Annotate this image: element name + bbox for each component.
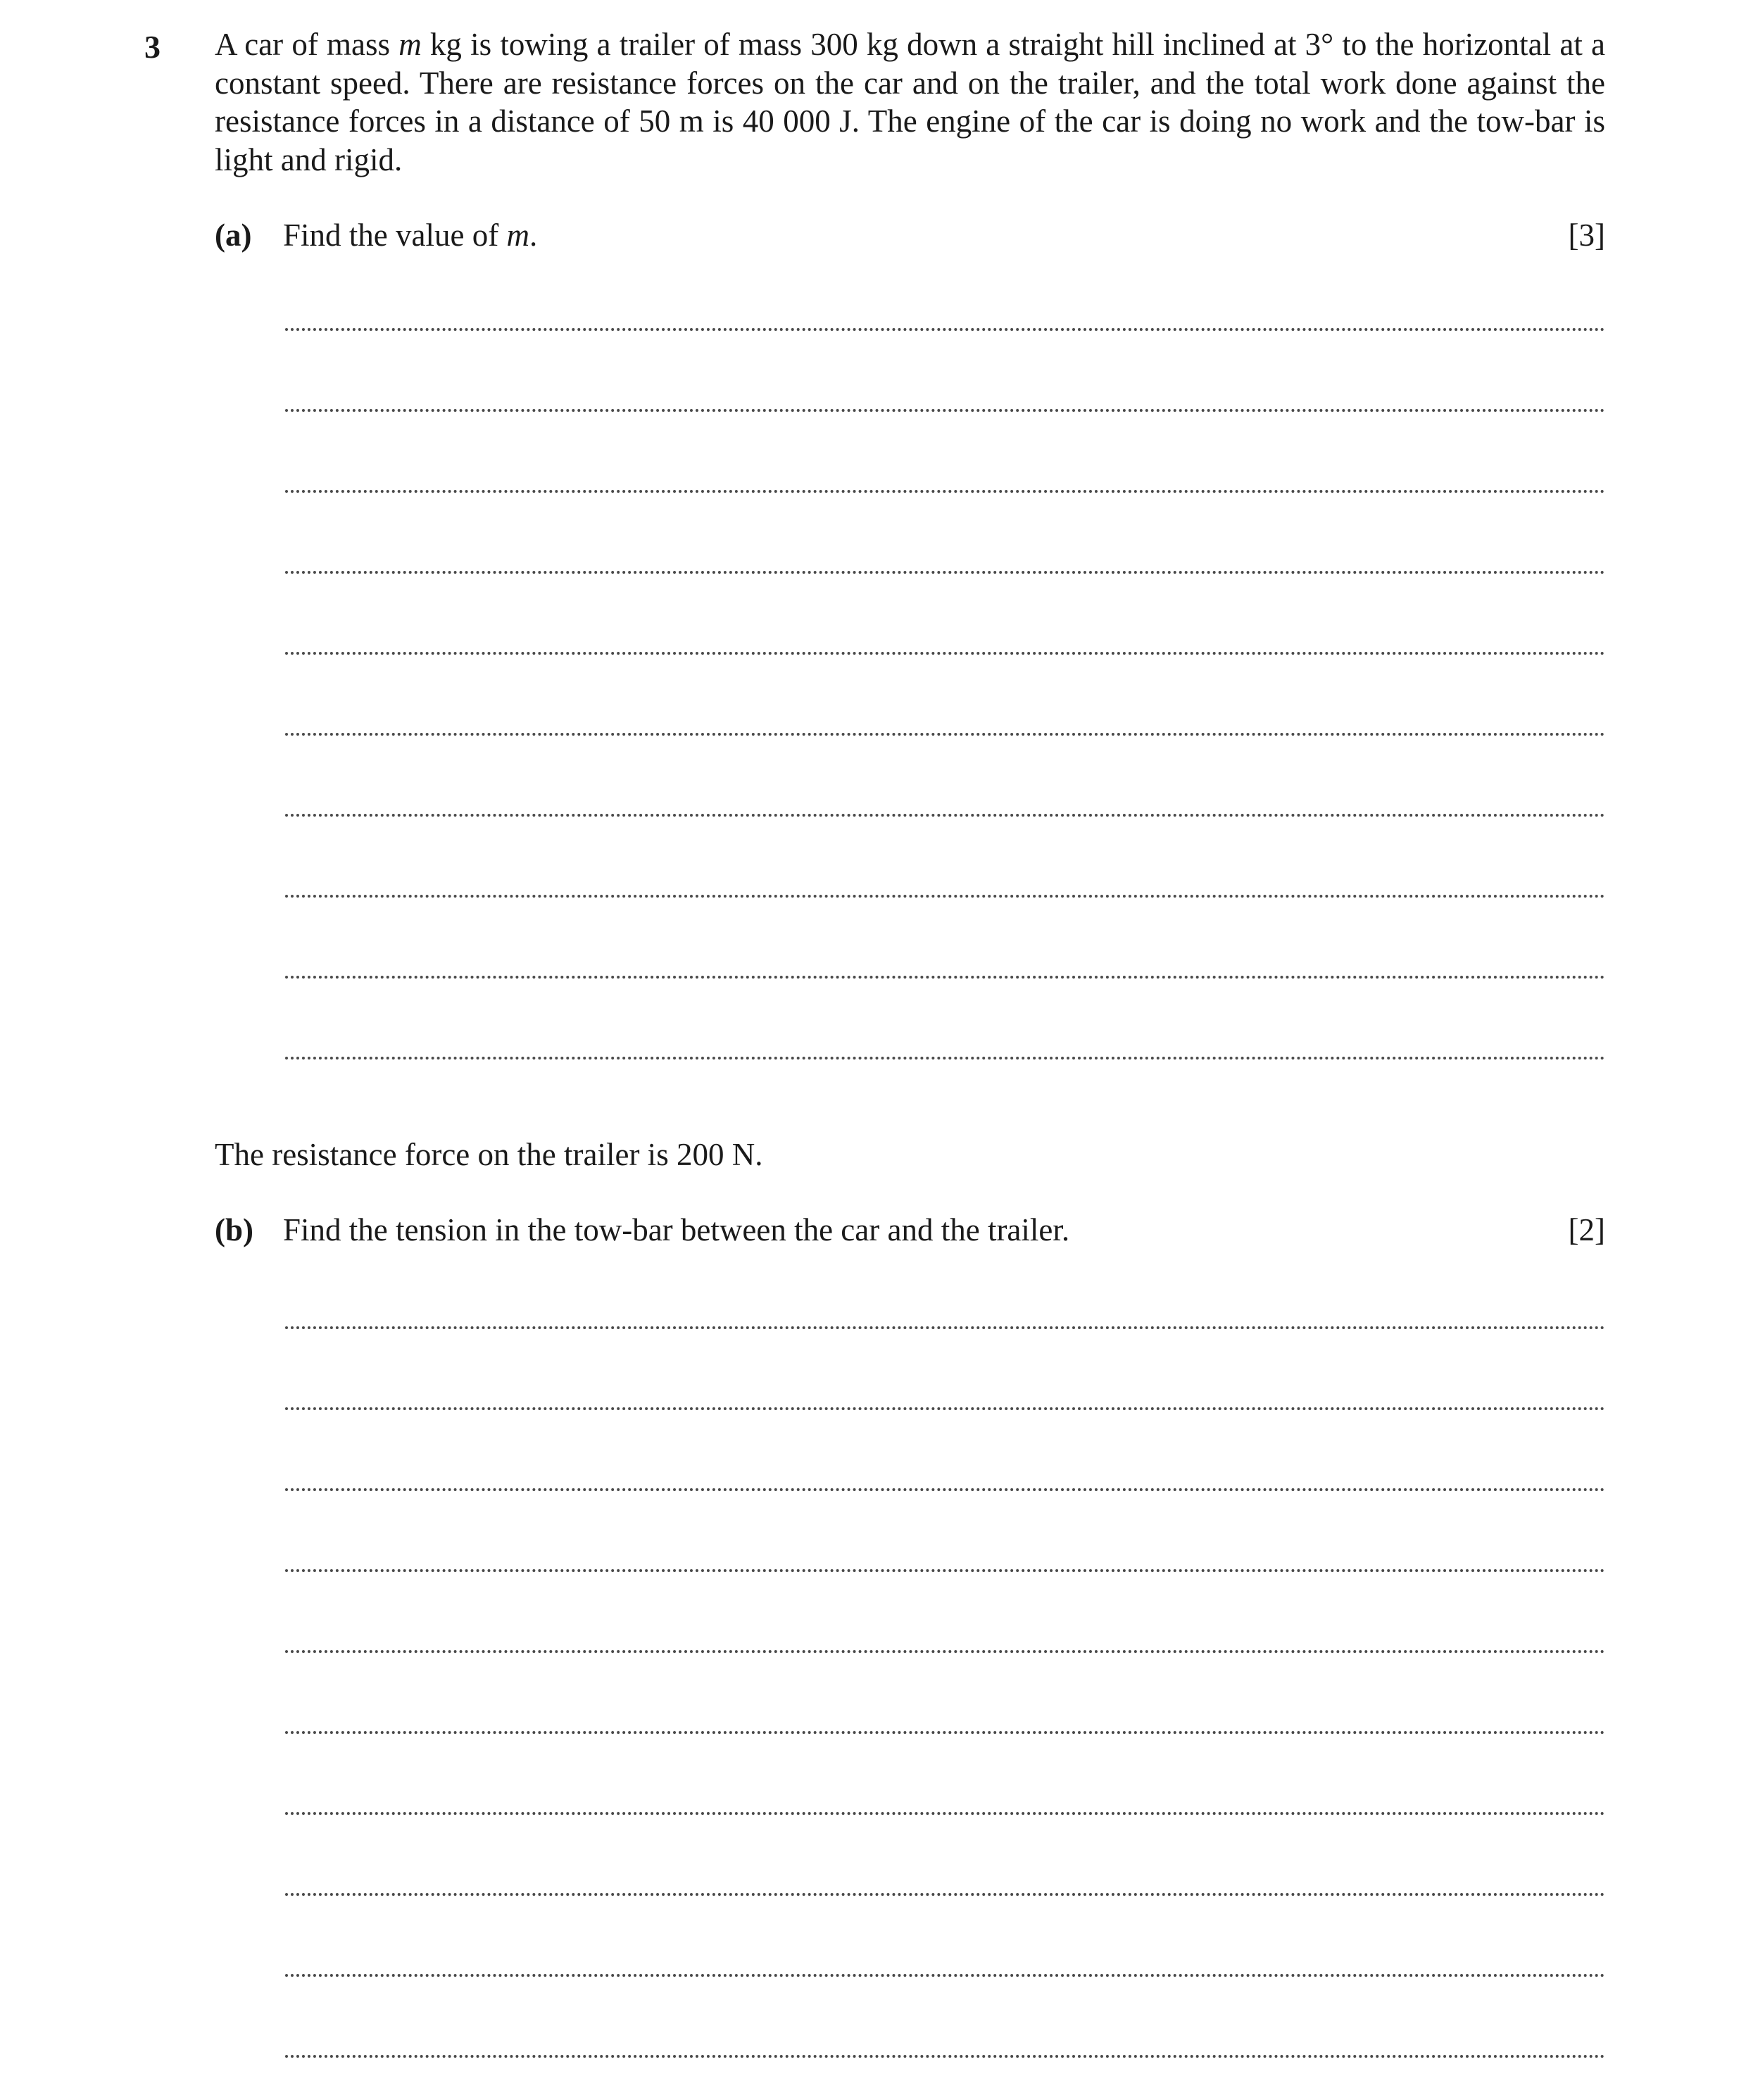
part-a-answer-line-5[interactable] bbox=[285, 652, 1605, 655]
part-a-answer-line-1[interactable] bbox=[285, 328, 1605, 331]
part-b-text: Find the tension in the tow-bar between the car and the trailer. bbox=[283, 1212, 1070, 1247]
part-a-variable-m: m bbox=[506, 218, 529, 253]
question-stem bbox=[215, 25, 1605, 179]
part-b-answer-line-1[interactable] bbox=[285, 1326, 1605, 1329]
part-a-answer-line-6[interactable] bbox=[285, 733, 1605, 736]
part-a-answer-line-9[interactable] bbox=[285, 976, 1605, 979]
part-a-text-end: . bbox=[529, 218, 538, 253]
part-a-label: (a) bbox=[215, 218, 252, 253]
part-b-answer-line-6[interactable] bbox=[285, 1731, 1605, 1734]
part-b-answer-line-4[interactable] bbox=[285, 1569, 1605, 1572]
part-a-answer-line-3[interactable] bbox=[285, 490, 1605, 493]
part-b-answer-line-7[interactable] bbox=[285, 1812, 1605, 1815]
stem-text-start: A car of mass bbox=[215, 27, 399, 62]
part-a-answer-line-8[interactable] bbox=[285, 895, 1605, 898]
part-b-label: (b) bbox=[215, 1212, 253, 1247]
part-b-answer-line-5[interactable] bbox=[285, 1650, 1605, 1653]
part-b-answer-line-10[interactable] bbox=[285, 2055, 1605, 2058]
part-a-marks: [3] bbox=[1568, 218, 1605, 253]
part-a-text bbox=[283, 216, 537, 254]
part-a-answer-line-7[interactable] bbox=[285, 814, 1605, 817]
part-a-answer-line-10[interactable] bbox=[285, 1057, 1605, 1060]
info-statement: The resistance force on the trailer is 200 N. bbox=[215, 1137, 763, 1172]
stem-text-rest: kg is towing a trailer of mass 300 kg down a straight hill inclined at 3° to the horizontal at a constant speed. There are resistance forces on the car and on the trailer, and the total work done against the resistance forces in a distance of 50 m is 40 000 J. The engine of the car is doing no work and the tow-bar is light and rigid. bbox=[215, 27, 1605, 177]
part-b-answer-line-8[interactable] bbox=[285, 1893, 1605, 1896]
question-number: 3 bbox=[144, 29, 161, 65]
stem-variable-m: m bbox=[398, 27, 422, 62]
part-b-marks: [2] bbox=[1568, 1212, 1605, 1247]
part-a-answer-line-2[interactable] bbox=[285, 409, 1605, 412]
part-a-answer-line-4[interactable] bbox=[285, 571, 1605, 574]
part-b-answer-line-9[interactable] bbox=[285, 1974, 1605, 1977]
part-b-answer-line-2[interactable] bbox=[285, 1407, 1605, 1410]
part-b-answer-line-3[interactable] bbox=[285, 1488, 1605, 1491]
part-a-text-start: Find the value of bbox=[283, 218, 507, 253]
